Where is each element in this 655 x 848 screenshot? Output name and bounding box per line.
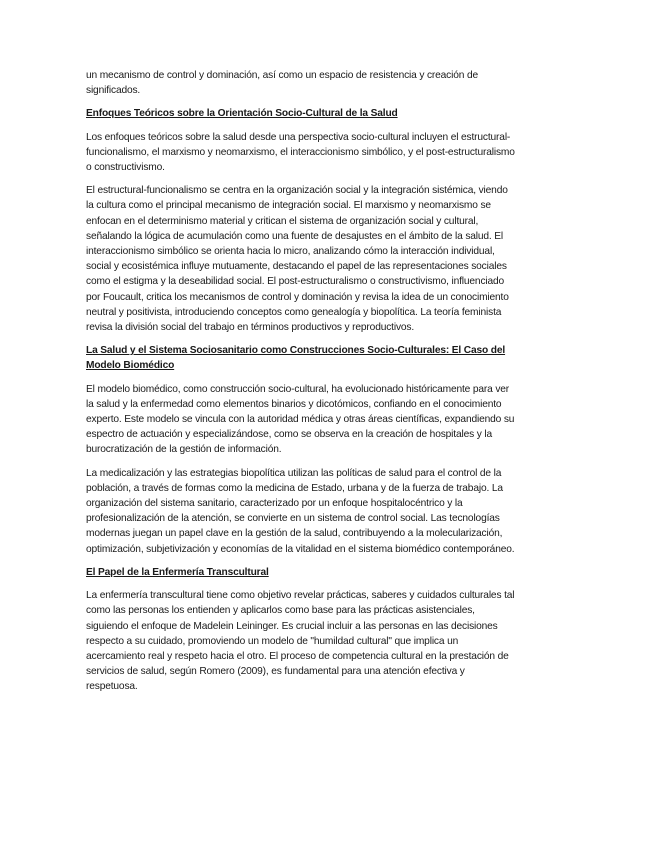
document-page: [86, 68, 516, 703]
heading-enfoques-teoricos: Enfoques Teóricos sobre la Orientación Socio-Cultural de la Salud: [86, 108, 398, 120]
paragraph-enfermeria-transcultural: La enfermería transcultural tiene como objetivo revelar prácticas, saberes y cuidados culturales tal como las personas los entienden y aplicarlos como base para las prácticas asistenciales, siguiendo el enfoque de Madelein Leininger. Es crucial incluir a las personas en las decisiones respecto a su cuidado, promoviendo un modelo de "humildad cultural" que implica un acercamiento real y respeto hacia el otro. El proceso de competencia cultural en la prestación de servicios de salud, según Romero (2009), es fundamental para una atención efectiva y respetuosa.: [86, 590, 515, 693]
heading-modelo-biomedico: La Salud y el Sistema Sociosanitario como Construcciones Socio-Culturales: El Caso del Modelo Biomédico: [86, 345, 506, 372]
paragraph-enfoques-intro: Los enfoques teóricos sobre la salud desde una perspectiva socio-cultural incluyen el estructural-funcionalismo, el marxismo y neomarxismo, el interaccionismo simbólico, y el post-estructuralismo o constructivismo.: [86, 131, 515, 174]
heading-enfermeria-transcultural: El Papel de la Enfermería Transcultural: [86, 566, 269, 578]
paragraph-continuation: un mecanismo de control y dominación, así como un espacio de resistencia y creación de significados.: [86, 70, 478, 97]
paragraph-medicalizacion: La medicalización y las estrategias biopolítica utilizan las políticas de salud para el control de la población, a través de formas como la medicina de Estado, urbana y de la fuerza de trabajo. La organización del sistema sanitario, caracterizado por un enfoque hospitalocéntrico y la profesionalización de la atención, se convierte en un sistema de control social. Las tecnologías modernas juegan un papel clave en la gestión de la salud, contribuyendo a la molecularización, optimización, subjetivización y economías de la vitalidad en el sistema biomédico contemporáneo.: [86, 467, 515, 555]
paragraph-enfoques-detalle: El estructural-funcionalismo se centra en la organización social y la integración sistémica, viendo la cultura como el principal mecanismo de integración social. El marxismo y neomarxismo se enfocan en el determinismo material y critican el sistema de organización social y cultural, señalando la lógica de acumulación como una fuente de desajustes en el ámbito de la salud. El interaccionismo simbólico se orienta hacia lo micro, analizando cómo la interacción individual, social y ecosistémica influye mutuamente, destacando el papel de las representaciones sociales como el estigma y la deseabilidad social. El post-estructuralismo o constructivismo, influenciado por Foucault, critica los mecanismos de control y dominación y revisa la idea de un conocimiento neutral y positivista, introduciendo conceptos como genealogía y biopolítica. La teoría feminista revisa la división social del trabajo en términos productivos y reproductivos.: [86, 185, 509, 334]
paragraph-modelo-biomedico: El modelo biomédico, como construcción socio-cultural, ha evolucionado históricamente para ver la salud y la enfermedad como elementos binarios y dicotómicos, confiando en el conocimiento experto. Este modelo se vincula con la autoridad médica y otras áreas científicas, expandiendo su espectro de actuación y especializándose, como se observa en la creación de hospitales y la burocratización de la gestión de información.: [86, 383, 515, 456]
